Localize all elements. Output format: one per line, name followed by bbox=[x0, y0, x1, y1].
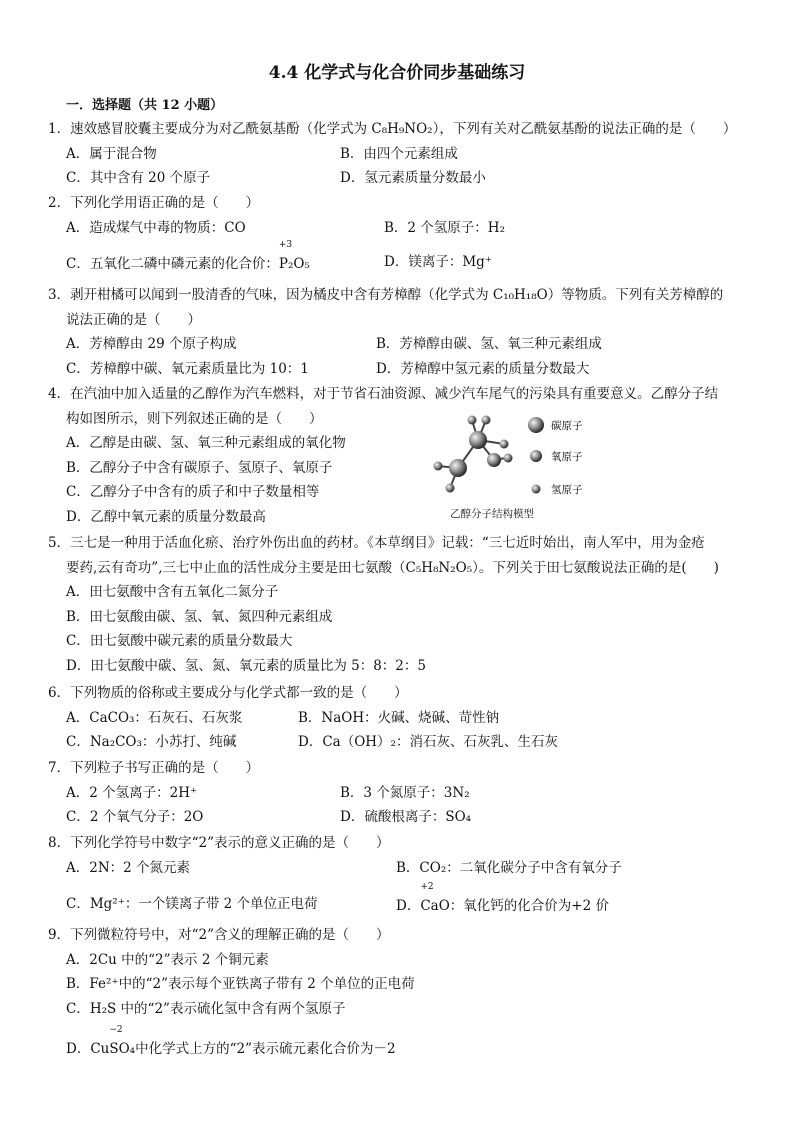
question-stem: 9．下列微粒符号中，对“2”含义的理解正确的是（ ） bbox=[48, 927, 390, 943]
option-b: B．CO₂：二氧化碳分子中含有氧分子 bbox=[396, 859, 622, 876]
valence-formula bbox=[109, 1025, 123, 1062]
question-1 bbox=[48, 117, 748, 191]
option-d-text: O₄中化学式上方的“2”表示硫元素化合价为－2 bbox=[118, 1041, 396, 1057]
option-c bbox=[66, 240, 310, 277]
question-stem: 2．下列化学用语正确的是（ ） bbox=[48, 195, 260, 211]
page-title: 4.4 化学式与化合价同步基础练习 bbox=[268, 63, 526, 83]
valence-value: +2 bbox=[420, 882, 434, 892]
valence-value: +3 bbox=[278, 240, 293, 250]
legend-oxygen-ball bbox=[530, 450, 542, 462]
option-c: C．Mg²⁺：一个镁离子带 2 个单位正电荷 bbox=[66, 896, 318, 912]
hydrogen-atom bbox=[500, 440, 509, 449]
carbon-atom bbox=[469, 431, 487, 449]
option-c: C．田七氨酸中碳元素的质量分数最大 bbox=[66, 633, 293, 649]
legend-carbon-label: 碳原子 bbox=[551, 420, 583, 432]
legend-carbon-ball bbox=[528, 417, 544, 433]
option-d-prefix: D． bbox=[396, 898, 421, 914]
question-6 bbox=[48, 681, 748, 755]
element-symbol: P bbox=[278, 256, 288, 272]
question-7 bbox=[48, 756, 748, 830]
option-a: A．CaCO₃：石灰石、石灰浆 bbox=[66, 709, 243, 726]
legend-hydrogen-ball bbox=[532, 485, 541, 494]
hydrogen-atom bbox=[446, 484, 455, 493]
option-a: A．2Cu 中的“2”表示 2 个铜元素 bbox=[66, 951, 269, 968]
valence-value: −2 bbox=[109, 1025, 123, 1035]
figure-caption: 乙醇分子结构模型 bbox=[450, 508, 534, 520]
question-stem-line2: 说法正确的是（ ） bbox=[66, 311, 201, 328]
question-stem-line1: 3．剥开柑橘可以闻到一股清香的气味，因为橘皮中含有芳樟醇（化学式为 C₁₀H₁₈O）等物质。下列有关芳樟醇的 bbox=[48, 287, 724, 303]
formula-rest: ₂O₅ bbox=[287, 256, 310, 272]
option-c: C．2 个氧气分子：2O bbox=[66, 809, 204, 825]
option-c: C．芳樟醇中碳、氧元素质量比为 10：1 bbox=[66, 360, 309, 377]
hydrogen-atom bbox=[468, 416, 477, 425]
option-b: B．芳樟醇由碳、氢、氧三种元素组成 bbox=[376, 336, 602, 352]
option-a: A．乙醇是由碳、氢、氧三种元素组成的氧化物 bbox=[66, 435, 346, 451]
option-a: A．田七氨酸中含有五氧化二氮分子 bbox=[66, 584, 279, 600]
question-stem: 6．下列物质的俗称或主要成分与化学式都一致的是（ ） bbox=[48, 685, 408, 701]
element-symbol: S bbox=[109, 1041, 119, 1057]
question-stem: 1．速效感冒胶囊主要成分为对乙酰氨基酚（化学式为 C₈H₉NO₂），下列有关对乙酰氨基酚的说法正确的是（ ） bbox=[48, 121, 737, 137]
option-b: B．2 个氢原子：H₂ bbox=[384, 219, 505, 236]
question-stem-line1: 4．在汽油中加入适量的乙醇作为汽车燃料，对于节省石油资源、减少汽车尾气的污染具有重要意义。乙醇分子结 bbox=[48, 386, 719, 402]
question-8 bbox=[48, 831, 748, 916]
option-b: B．田七氨酸由碳、氢、氧、氮四种元素组成 bbox=[66, 608, 333, 625]
oxygen-atom bbox=[487, 453, 501, 467]
legend-oxygen-label: 氧原子 bbox=[551, 451, 583, 463]
legend-hydrogen-label: 氢原子 bbox=[551, 484, 583, 496]
option-b: B．Fe²⁺中的“2”表示每个亚铁离子带有 2 个单位的正电荷 bbox=[66, 976, 415, 992]
hydrogen-atom bbox=[504, 454, 513, 463]
question-stem: 8．下列化学符号中数字“2”表示的意义正确的是（ ） bbox=[48, 835, 390, 851]
option-d-prefix: D．Cu bbox=[66, 1041, 110, 1057]
option-a: A．属于混合物 bbox=[66, 145, 157, 162]
question-2 bbox=[48, 191, 748, 274]
option-b: B．由四个元素组成 bbox=[340, 145, 458, 162]
option-d bbox=[396, 882, 609, 919]
option-d: D．田七氨酸中碳、氢、氮、氧元素的质量比为 5：8：2：5 bbox=[66, 657, 426, 674]
option-b: B．3 个氮原子：3N₂ bbox=[340, 784, 470, 801]
question-9 bbox=[48, 923, 748, 1059]
section-heading: 一．选择题（共 12 小题） bbox=[66, 98, 224, 113]
option-d: D．硫酸根离子：SO₄ bbox=[340, 809, 472, 825]
option-c: C．Na₂CO₃：小苏打、纯碱 bbox=[66, 734, 237, 750]
option-d: D．乙醇中氧元素的质量分数最高 bbox=[66, 508, 266, 525]
option-a: A．芳樟醇由 29 个原子构成 bbox=[66, 336, 237, 352]
element-symbol: Ca bbox=[420, 898, 439, 914]
question-4 bbox=[48, 382, 748, 529]
question-3 bbox=[48, 283, 748, 381]
hydrogen-atom bbox=[482, 416, 491, 425]
option-c: C．其中含有 20 个原子 bbox=[66, 170, 211, 186]
hydrogen-atom bbox=[434, 462, 443, 471]
option-d: D．镁离子：Mg⁺ bbox=[384, 254, 492, 270]
carbon-atom bbox=[449, 459, 467, 477]
option-c: C．乙醇分子中含有的质子和中子数量相等 bbox=[66, 484, 320, 500]
option-b: B．NaOH：火碱、烧碱、苛性钠 bbox=[298, 709, 500, 726]
option-a: A．2N：2 个氮元素 bbox=[66, 859, 191, 876]
question-stem: 7．下列粒子书写正确的是（ ） bbox=[48, 760, 260, 776]
option-a: A．2 个氢离子：2H⁺ bbox=[66, 784, 198, 801]
valence-formula bbox=[420, 882, 439, 919]
option-d bbox=[66, 1025, 396, 1062]
question-5 bbox=[48, 531, 748, 678]
option-c: C．H₂S 中的“2”表示硫化氢中含有两个氢原子 bbox=[66, 1000, 346, 1017]
option-b: B．乙醇分子中含有碳原子、氢原子、氧原子 bbox=[66, 459, 333, 476]
question-stem-line1: 5．三七是一种用于活血化瘀、治疗外伤出血的药材。《本草纲目》记载：“三七近时始出，南人军中，用为金疮 bbox=[48, 535, 705, 551]
option-a: A．造成煤气中毒的物质：CO bbox=[66, 219, 246, 236]
option-d: D．氢元素质量分数最小 bbox=[340, 170, 486, 186]
question-stem-line2: 构如图所示，则下列叙述正确的是（ ） bbox=[66, 410, 323, 427]
question-stem-line2: 要药,云有奇功”,三七中止血的活性成分主要是田七氨酸（C₅H₈N₂O₅）。下列关于田七氨酸说法正确的是( ) bbox=[66, 559, 719, 576]
valence-formula bbox=[278, 240, 293, 277]
option-d: D．Ca（OH）₂：消石灰、石灰乳、生石灰 bbox=[298, 734, 558, 750]
option-d: D．芳樟醇中氢元素的质量分数最大 bbox=[376, 360, 590, 377]
option-d-text: O：氧化钙的化合价为+2 价 bbox=[438, 898, 609, 914]
option-c-text: C．五氧化二磷中磷元素的化合价： bbox=[66, 256, 279, 272]
